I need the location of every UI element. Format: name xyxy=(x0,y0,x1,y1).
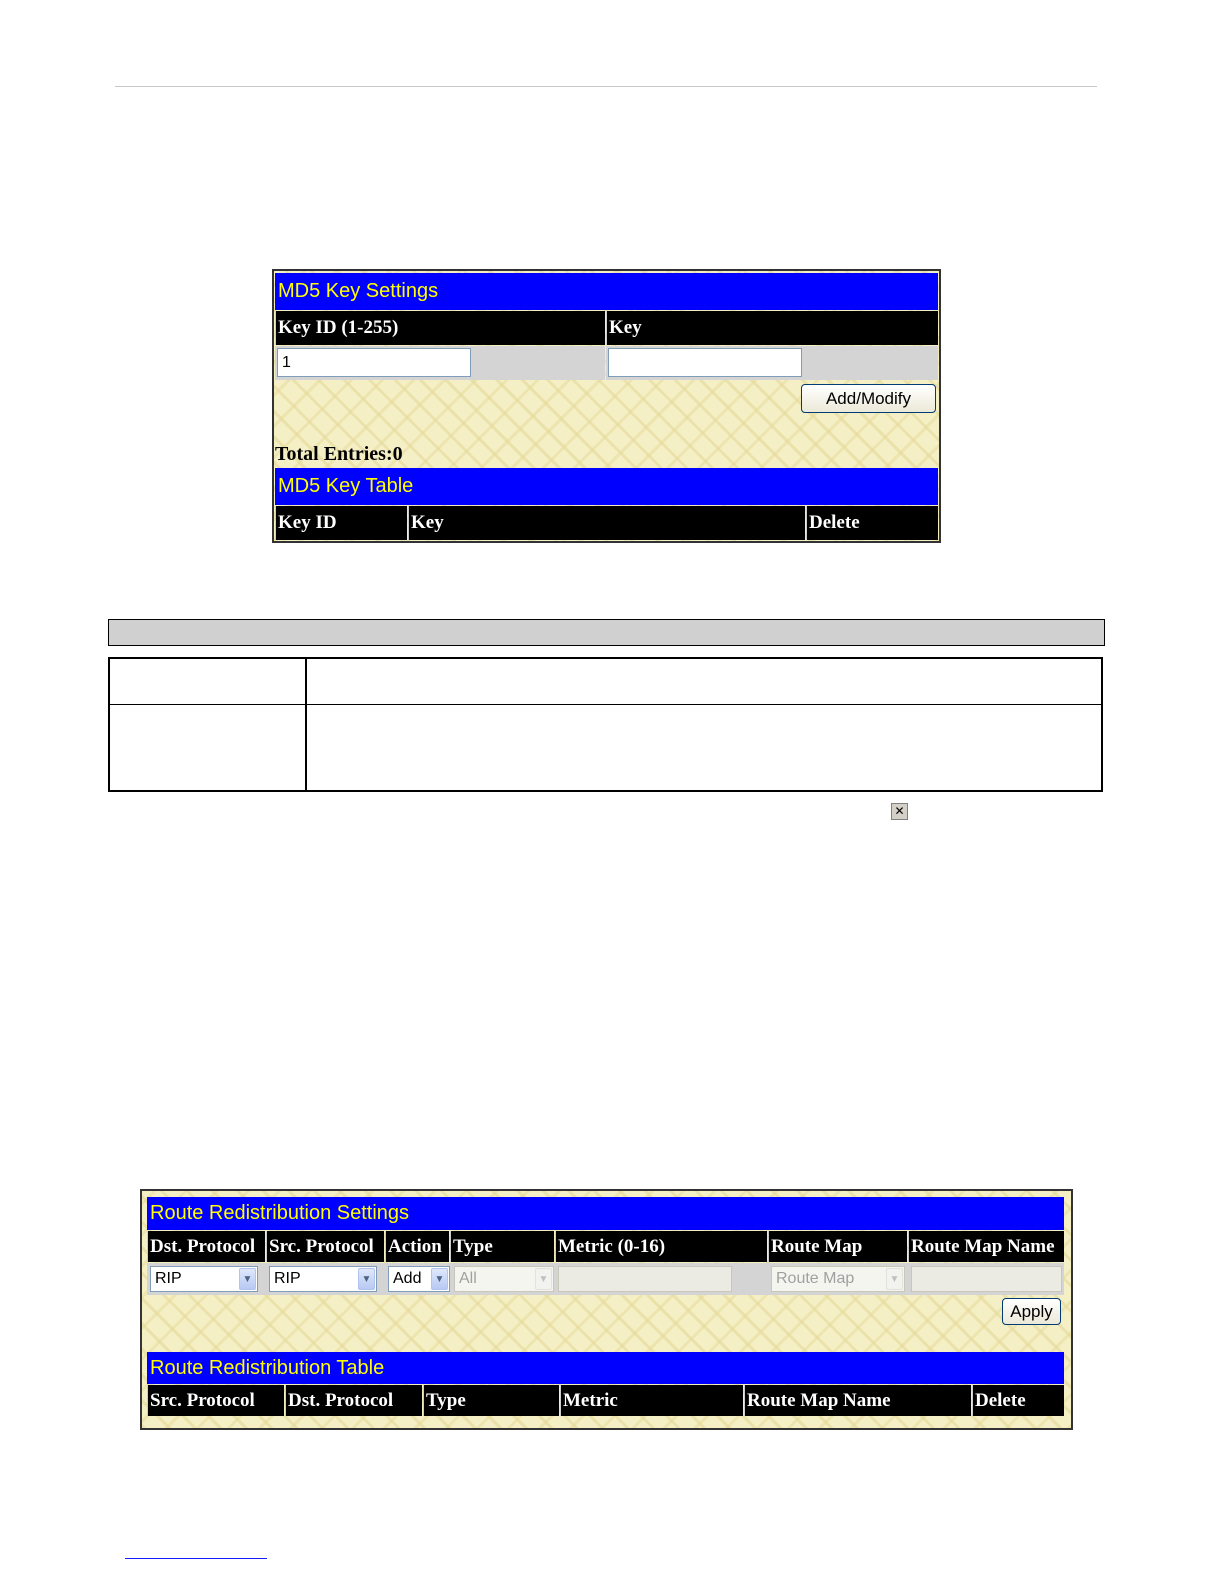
col-action: Action xyxy=(385,1231,449,1262)
md5-key-settings-panel xyxy=(272,269,941,543)
key-id-input[interactable]: 1 xyxy=(277,348,471,377)
route-redistribution-panel xyxy=(140,1189,1073,1430)
md5-key-table-title: MD5 Key Table xyxy=(275,468,938,505)
md5-table-col-delete: Delete xyxy=(806,506,938,540)
route-redistribution-table-title: Route Redistribution Table xyxy=(147,1352,1064,1384)
chevron-down-icon: ▼ xyxy=(431,1268,448,1290)
type-value: All xyxy=(459,1270,477,1287)
md5-table-col-key-id: Key ID xyxy=(275,506,407,540)
chevron-down-icon: ▼ xyxy=(239,1268,256,1290)
src-protocol-value: RIP xyxy=(274,1270,301,1287)
action-select[interactable] xyxy=(388,1266,450,1292)
parameter-table-row-divider xyxy=(110,704,1101,705)
type-select[interactable] xyxy=(454,1266,554,1292)
md5-table-col-key: Key xyxy=(408,506,805,540)
col-route-map-name: Route Map Name xyxy=(908,1231,1064,1262)
chevron-down-icon: ▼ xyxy=(358,1268,375,1290)
parameter-table-column-divider xyxy=(305,659,307,790)
route-redistribution-settings-title: Route Redistribution Settings xyxy=(147,1197,1064,1230)
col-metric: Metric (0-16) xyxy=(555,1231,767,1262)
md5-key-settings-title: MD5 Key Settings xyxy=(275,273,938,310)
route-map-name-input[interactable] xyxy=(911,1266,1062,1292)
chevron-down-icon: ▼ xyxy=(535,1268,552,1290)
src-protocol-select[interactable] xyxy=(269,1266,377,1292)
table-col-type: Type xyxy=(423,1385,559,1416)
table-col-route-map-name: Route Map Name xyxy=(744,1385,971,1416)
table-col-delete: Delete xyxy=(972,1385,1064,1416)
col-src-protocol: Src. Protocol xyxy=(266,1231,384,1262)
key-input[interactable] xyxy=(608,348,802,377)
col-key-id: Key ID (1-255) xyxy=(275,311,605,345)
table-col-dst-protocol: Dst. Protocol xyxy=(285,1385,422,1416)
route-map-value: Route Map xyxy=(776,1270,855,1287)
metric-input[interactable] xyxy=(558,1266,732,1292)
close-icon[interactable]: ✕ xyxy=(891,803,908,820)
apply-button[interactable]: Apply xyxy=(1002,1298,1061,1325)
col-route-map: Route Map xyxy=(768,1231,907,1262)
total-entries-label: Total Entries:0 xyxy=(275,443,403,465)
parameter-table-header xyxy=(108,619,1105,646)
col-dst-protocol: Dst. Protocol xyxy=(147,1231,265,1262)
table-col-src-protocol: Src. Protocol xyxy=(147,1385,284,1416)
route-map-select[interactable] xyxy=(771,1266,905,1292)
parameter-table xyxy=(108,657,1103,792)
dst-protocol-select[interactable] xyxy=(150,1266,258,1292)
dst-protocol-value: RIP xyxy=(155,1270,182,1287)
top-divider xyxy=(115,86,1097,87)
col-type: Type xyxy=(450,1231,554,1262)
action-value: Add xyxy=(393,1270,422,1287)
col-key: Key xyxy=(606,311,938,345)
add-modify-button[interactable]: Add/Modify xyxy=(801,384,936,413)
chevron-down-icon: ▼ xyxy=(886,1268,903,1290)
table-col-metric: Metric xyxy=(560,1385,743,1416)
bottom-link-underline xyxy=(125,1558,267,1559)
